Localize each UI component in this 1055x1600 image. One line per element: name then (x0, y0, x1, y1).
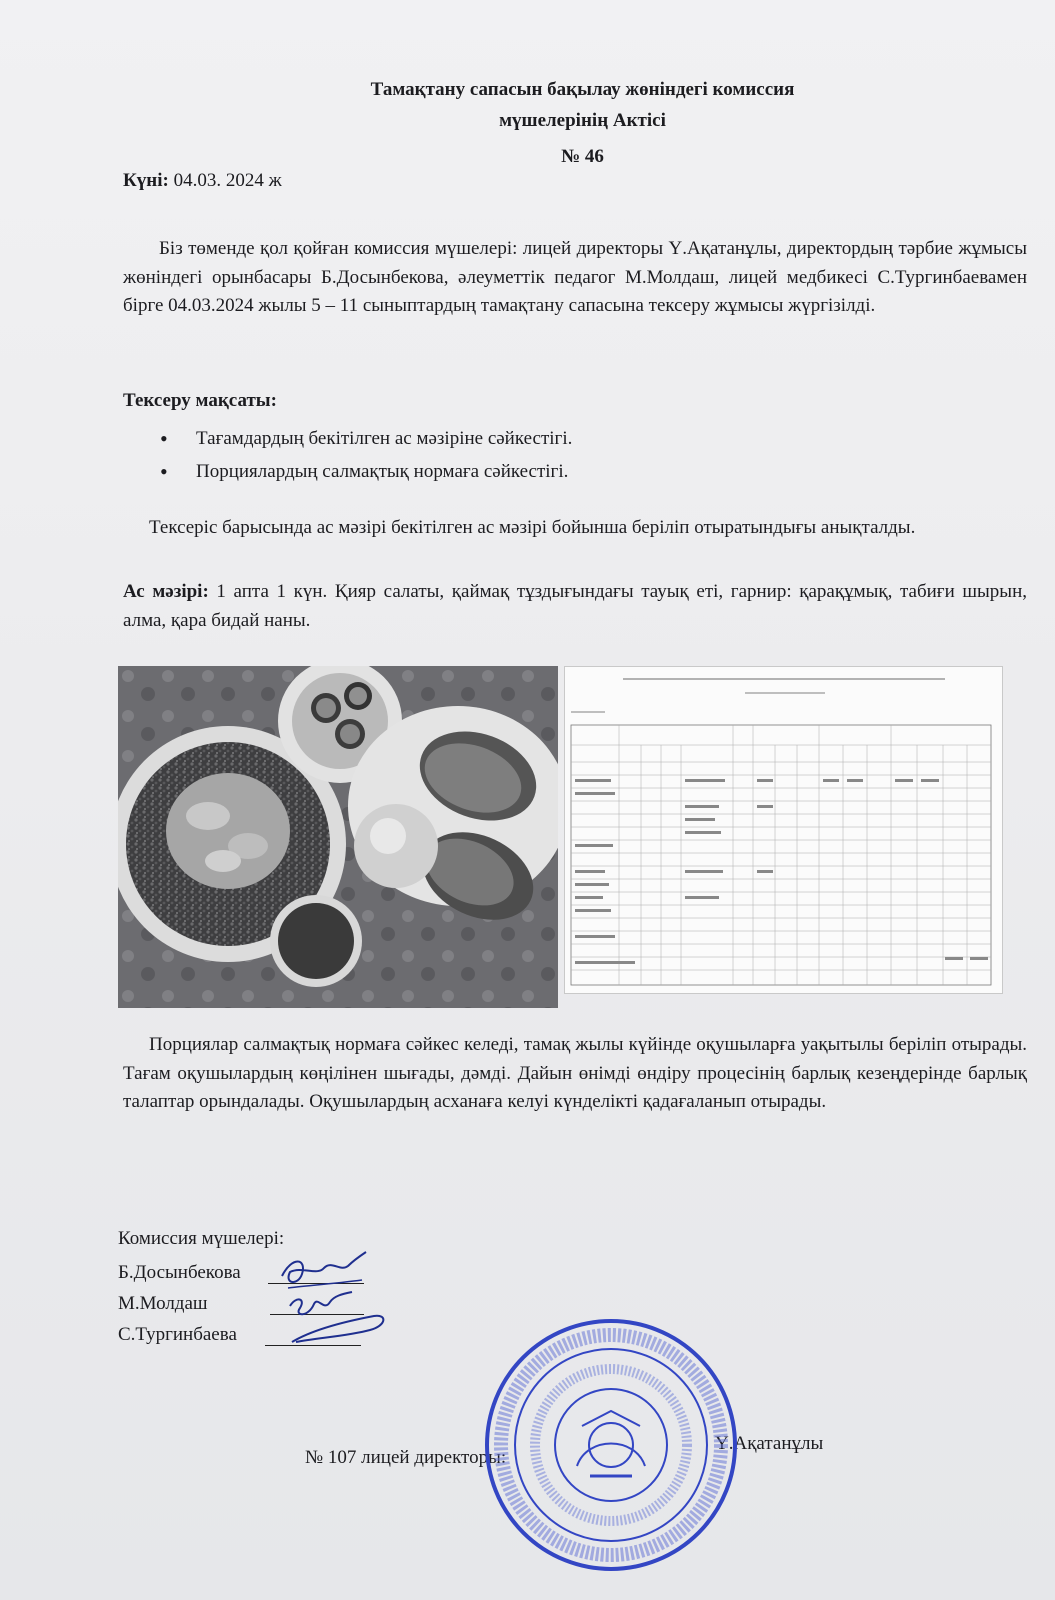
menu-paragraph (123, 578, 1027, 635)
act-title-line1: Тамақтану сапасын бақылау жөніндегі комиссия (370, 79, 795, 100)
act-title-line2: мүшелерінің Актісі (499, 110, 666, 131)
goal-item: • Порциялардың салмақтық нормаға сәйкестігі. (160, 455, 572, 488)
member-moldash: М.Молдаш (118, 1293, 208, 1314)
date-value: 04.03. 2024 ж (168, 170, 282, 191)
goal-heading: Тексеру мақсаты: (123, 390, 277, 411)
conclusion-paragraph: Порциялар салмақтық нормаға сәйкес келеді, тамақ жылы күйінде оқушыларға уақытылы беріліп отырады. Тағам оқушылардың көңілінен шығады, дәмді. Дайын өнімді өндіру процесінің барлық кезеңдерінде барлық талаптар орындалады. Оқушылардың асханаға келуі күнделікті қадағаланып отырады. (123, 1034, 1027, 1112)
member-turginbaeva: С.Тургинбаева (118, 1324, 237, 1345)
goal-item: • Тағамдардың бекітілген ас мәзіріне сәйкестігі. (160, 422, 572, 455)
official-seal-stamp (482, 1316, 740, 1574)
handwritten-signatures (262, 1246, 392, 1356)
goal-list (160, 422, 572, 488)
intro-paragraph: Біз төменде қол қойған комиссия мүшелері: лицей директоры Ү.Ақатанұлы, директордың тәрбие жұмысы жөніндегі орынбасары Б.Досынбекова, әлеуметтік педагог М.Молдаш, лицей медбикесі С.Тургинбаевамен бірге 04.03.2024 жылы 5 – 11 сыныптардың тамақтану сапасына тексеру жұмысы жүргізілді. (123, 238, 1027, 316)
act-date (123, 170, 282, 192)
director-name: Ү.Ақатанұлы (715, 1433, 824, 1454)
food-photo-illustration (118, 666, 558, 1008)
menu-spreadsheet (564, 666, 1003, 994)
menu-text: 1 апта 1 күн. Қияр салаты, қаймақ тұздығындағы тауық еті, гарнир: қарақұмық, табиғи шырын, алма, қара бидай наны. (123, 581, 1027, 631)
director-label: № 107 лицей директоры: (305, 1447, 507, 1468)
food-photo (118, 666, 558, 1008)
act-number: № 46 (561, 146, 604, 167)
finding-paragraph: Тексеріс барысында ас мәзірі бекітілген ас мәзірі бойынша беріліп отыратындығы анықталды. (149, 517, 916, 538)
date-label: Күні: (123, 170, 169, 191)
member-dosynbekova: Б.Досынбекова (118, 1262, 241, 1283)
menu-label: Ас мәзірі: (123, 581, 209, 602)
members-heading: Комиссия мүшелері: (118, 1228, 285, 1249)
spreadsheet-grid (565, 667, 1002, 993)
